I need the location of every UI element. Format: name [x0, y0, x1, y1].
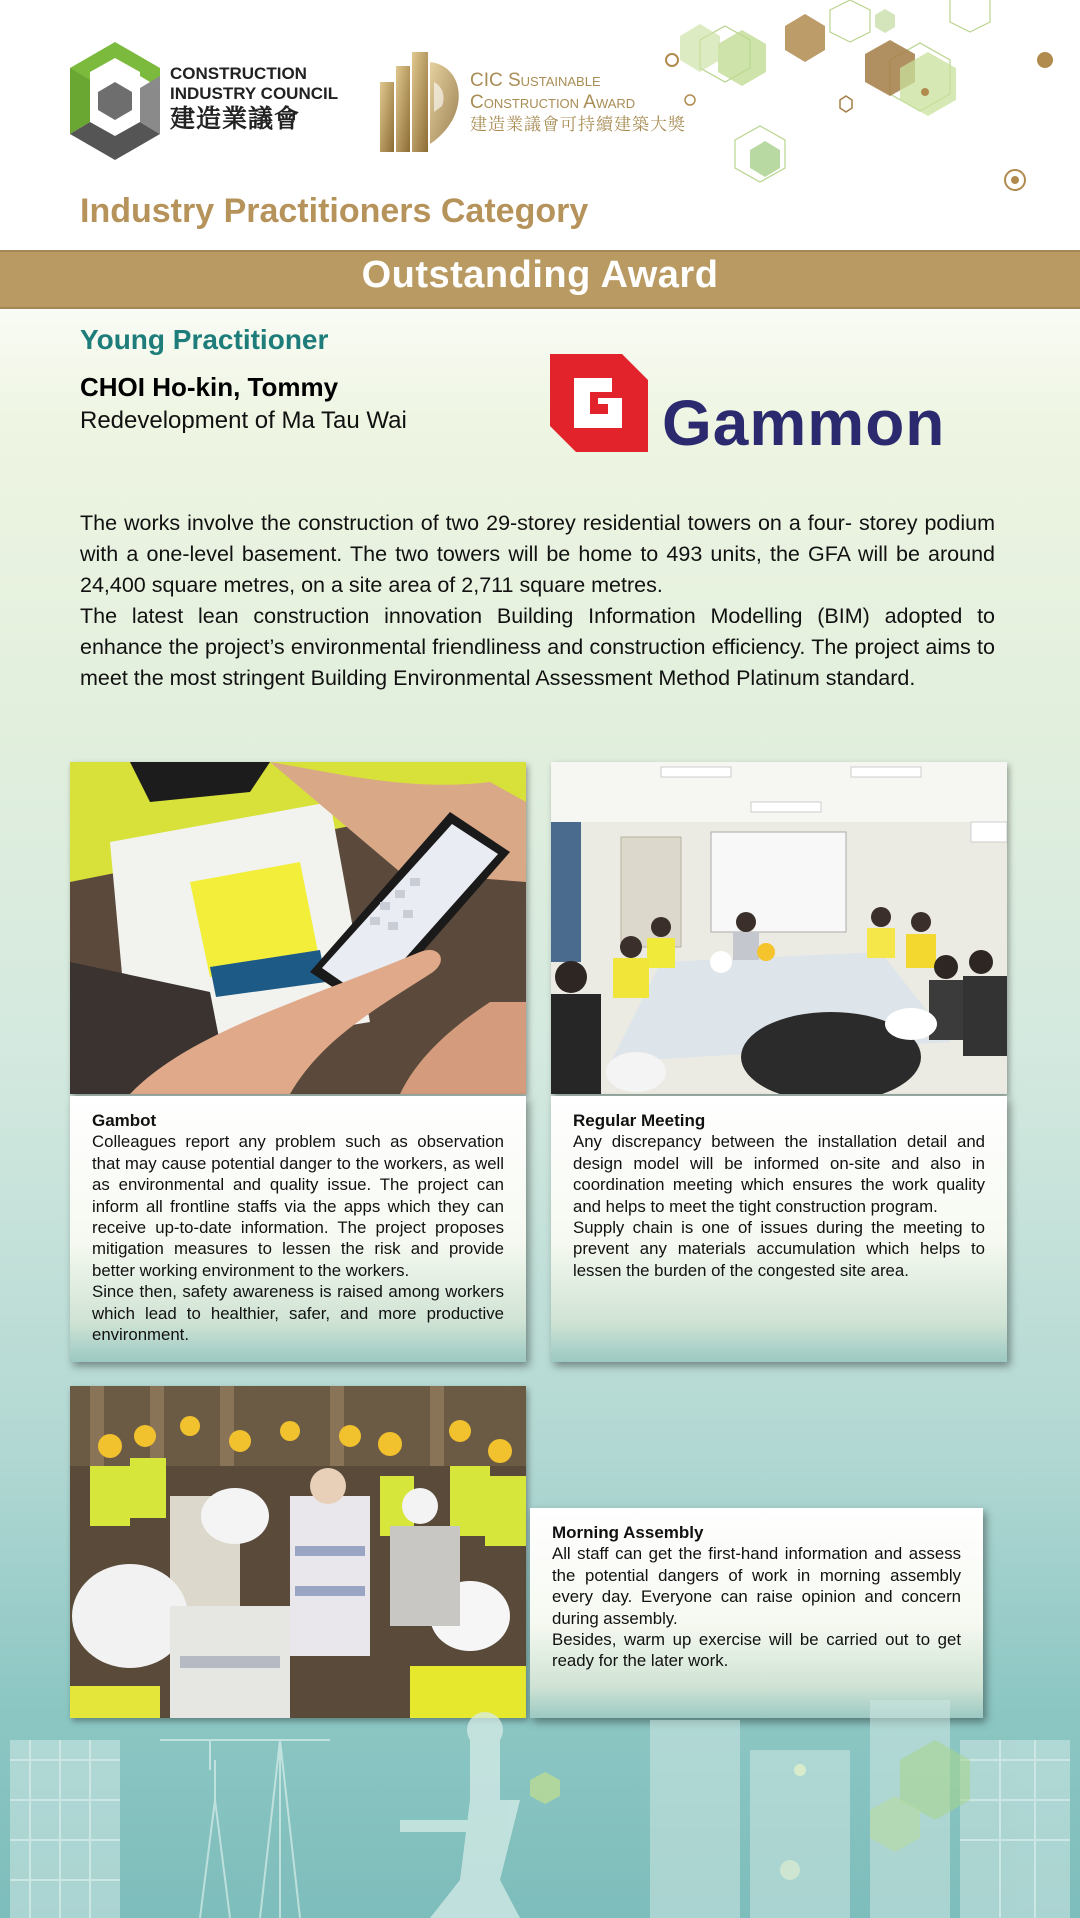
card-paragraph: Colleagues report any problem such as observation that may cause potential danger to the workers, as well as environmental and quality issue. The project can inform all frontline staffs via the apps which they can receive up-to-date information. The project proposes mitigation measures to lessen the risk and provide better working environment to the workers. — [92, 1132, 504, 1280]
card-paragraph: Since then, safety awareness is raised among workers which lead to healthier, safer, and more productive environment. — [92, 1282, 504, 1345]
gambot-card — [70, 1096, 526, 1362]
project-description — [80, 508, 995, 694]
card-title: Regular Meeting — [573, 1111, 706, 1130]
award-name-line2: Construction Award — [470, 92, 636, 113]
card-title: Morning Assembly — [552, 1523, 704, 1542]
regular-meeting-card — [551, 1096, 1007, 1362]
gammon-logo-text: Gammon — [662, 387, 946, 459]
construction-skyline-decoration — [0, 1700, 1080, 1918]
cic-name-zh: 建造業議會 — [170, 105, 301, 133]
card-paragraph: Supply chain is one of issues during the meeting to prevent any materials accumulation which helps to lessen the burden of the congested site area. — [573, 1218, 985, 1280]
gambot-photo — [70, 762, 526, 1094]
morning-assembly-card — [530, 1508, 983, 1718]
cic-name-line1: CONSTRUCTION — [170, 64, 307, 83]
cic-name-line2: INDUSTRY COUNCIL — [170, 84, 339, 103]
morning-assembly-photo — [70, 1386, 526, 1718]
sustainable-award-logo — [380, 52, 465, 152]
category-title: Industry Practitioners Category — [80, 192, 589, 230]
cic-logo — [70, 42, 160, 160]
sustainable-award-name — [470, 70, 686, 136]
card-title: Gambot — [92, 1111, 157, 1130]
award-name-zh: 建造業議會可持續建築大獎 — [470, 115, 686, 134]
description-paragraph: The works involve the construction of two 29-storey residential towers on a four- storey podium with a one-level basement. The two towers will be home to 493 units, the GFA will be around 24,400 square metres, on a site area of 2,711 square metres. — [80, 511, 995, 597]
regular-meeting-photo — [551, 762, 1007, 1094]
award-level-title: Outstanding Award — [361, 254, 719, 296]
project-name: Redevelopment of Ma Tau Wai — [80, 407, 407, 434]
subcategory-title: Young Practitioner — [80, 324, 329, 355]
card-paragraph: Any discrepancy between the installation detail and design model will be informed on-site and also in coordination meeting which ensures the work quality and helps to meet the tight construction program. — [573, 1132, 985, 1216]
award-name-line1: CIC Sustainable — [470, 70, 601, 91]
description-paragraph: The latest lean construction innovation Building Information Modelling (BIM) adopted to enhance the project’s environmental friendliness and construction efficiency. The project aims to meet the most stringent Building Environmental Assessment Method Platinum standard. — [80, 604, 995, 690]
cic-name — [170, 64, 338, 134]
hexagon-decoration — [660, 0, 1060, 200]
gammon-logo-mark — [550, 354, 648, 452]
winner-name: CHOI Ho-kin, Tommy — [80, 372, 339, 402]
card-paragraph: All staff can get the first-hand information and assess the potential dangers of work in morning assembly every day. Everyone can raise opinion and concern during assembly. — [552, 1544, 961, 1628]
card-paragraph: Besides, warm up exercise will be carried out to get ready for the later work. — [552, 1630, 961, 1671]
